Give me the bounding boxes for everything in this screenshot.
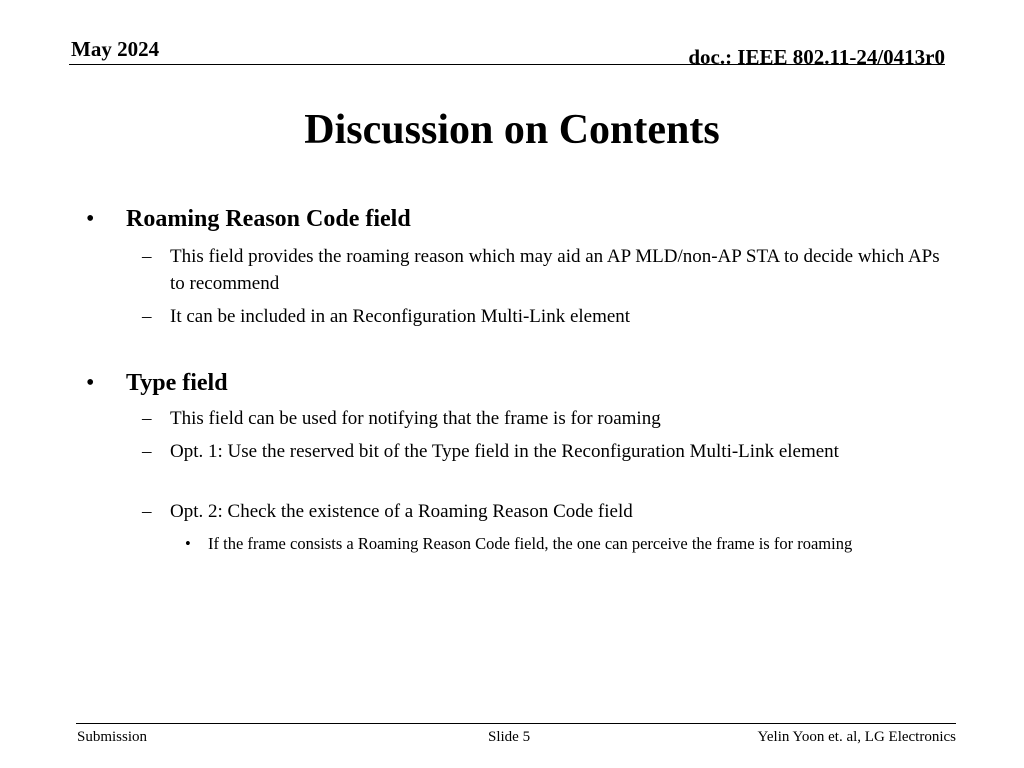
- sub-bullet-reconfiguration-element: [142, 303, 950, 330]
- sub-sub-bullet-text: If the frame consists a Roaming Reason Code field, the one can perceive the frame is for roaming: [208, 534, 853, 553]
- footer-divider: [76, 723, 956, 724]
- dash-icon: –: [142, 246, 152, 267]
- sub-bullet-text: This field provides the roaming reason which may aid an AP MLD/non-AP STA to decide which APs to recommend: [170, 246, 940, 294]
- bullet-heading: Roaming Reason Code field: [126, 206, 411, 232]
- sub-bullet-option-2: [142, 498, 950, 525]
- bullet-dot-icon: •: [185, 534, 191, 553]
- slide-title: Discussion on Contents: [304, 107, 720, 153]
- dash-icon: –: [142, 501, 152, 522]
- header-doc-id: doc.: IEEE 802.11-24/0413r0: [688, 45, 945, 69]
- sub-bullet-text: Opt. 2: Check the existence of a Roaming Reason Code field: [170, 501, 633, 522]
- footer-slide-number: Slide 5: [488, 729, 531, 745]
- dash-icon: –: [142, 408, 152, 429]
- header-date: May 2024: [71, 37, 160, 61]
- bullet-roaming-reason-code-field: [86, 204, 946, 234]
- dash-icon: –: [142, 306, 152, 327]
- sub-bullet-text: This field can be used for notifying that the frame is for roaming: [170, 408, 661, 429]
- bullet-heading: Type field: [126, 370, 228, 396]
- sub-bullet-text: It can be included in an Reconfiguration Multi-Link element: [170, 306, 631, 327]
- sub-bullet-type-notify: [142, 405, 950, 432]
- sub-bullet-roaming-reason-description: [142, 243, 950, 297]
- bullet-type-field: [86, 368, 946, 398]
- sub-sub-bullet-frame-perceive: [185, 532, 948, 555]
- sub-bullet-text: Opt. 1: Use the reserved bit of the Type field in the Reconfiguration Multi-Link element: [170, 441, 839, 462]
- bullet-dot-icon: •: [86, 370, 95, 396]
- footer-authors: Yelin Yoon et. al, LG Electronics: [757, 729, 956, 745]
- bullet-dot-icon: •: [86, 206, 95, 232]
- sub-bullet-option-1: [142, 438, 950, 465]
- dash-icon: –: [142, 441, 152, 462]
- footer-submission: Submission: [77, 729, 148, 745]
